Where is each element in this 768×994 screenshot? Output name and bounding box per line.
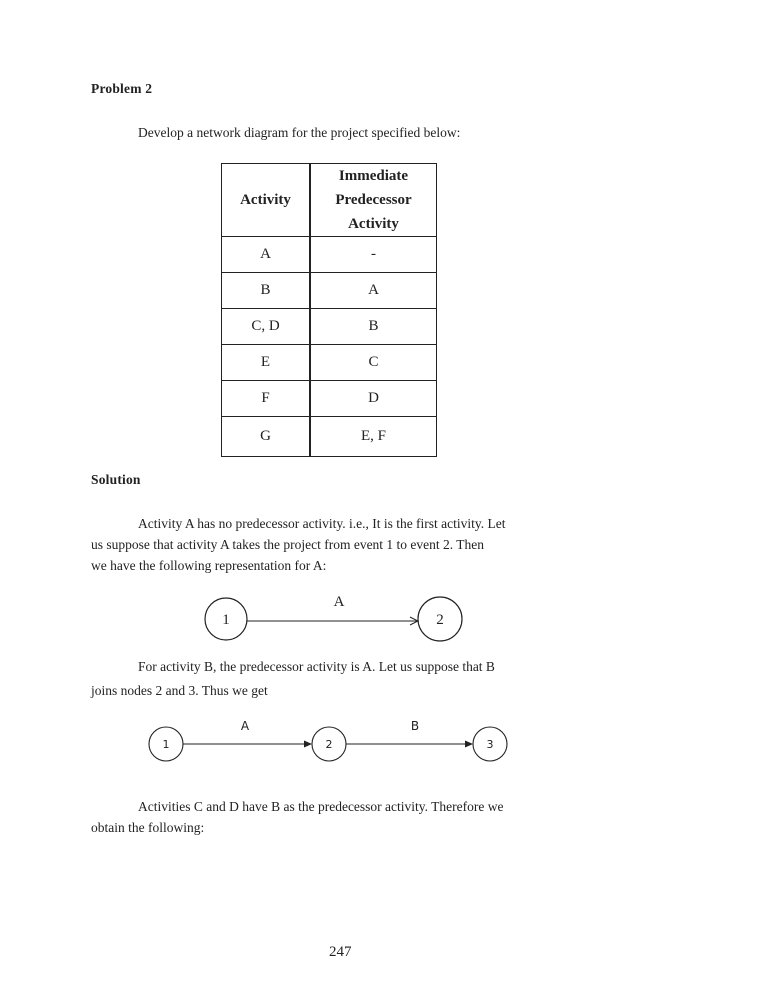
network-diagram-a <box>190 588 480 648</box>
header-predecessor: Immediate Predecessor Activity <box>310 164 437 237</box>
network-diagram-ab <box>140 714 520 766</box>
predecessor-table <box>221 163 437 457</box>
table-row <box>222 273 437 309</box>
node-2-label: 2 <box>325 738 333 751</box>
arrow-a-label: A <box>333 594 345 610</box>
arrow-b-label: B <box>410 719 420 733</box>
node-1-label: 1 <box>162 738 170 751</box>
arrow-a-label: A <box>240 719 250 733</box>
table-row <box>222 237 437 273</box>
node-1-label: 1 <box>222 612 230 628</box>
table-cell: B <box>310 309 437 345</box>
table-cell: G <box>222 417 311 457</box>
table-row <box>222 381 437 417</box>
node-3-label: 3 <box>486 738 494 751</box>
table-cell: B <box>222 273 311 309</box>
table-cell: A <box>310 273 437 309</box>
problem-heading: Problem 2 <box>91 81 153 96</box>
page-number: 247 <box>329 944 352 960</box>
table-row <box>222 309 437 345</box>
table-cell: D <box>310 381 437 417</box>
solution-heading: Solution <box>91 472 141 487</box>
table-cell: C <box>310 345 437 381</box>
table-cell: E, F <box>310 417 437 457</box>
intro-text: Develop a network diagram for the project specified below: <box>138 125 461 140</box>
header-activity: Activity <box>222 164 311 237</box>
paragraph-3: Activities C and D have B as the predecessor activity. Therefore we obtain the following: <box>91 799 504 835</box>
node-2-label: 2 <box>436 612 444 628</box>
table-header-row <box>222 164 437 237</box>
paragraph-2: For activity B, the predecessor activity is A. Let us suppose that B joins nodes 2 and 3. Thus we get <box>91 659 495 698</box>
table-cell: E <box>222 345 311 381</box>
table-cell: - <box>310 237 437 273</box>
table-row <box>222 417 437 457</box>
paragraph-1: Activity A has no predecessor activity. i.e., It is the first activity. Let us suppose that activity A takes the project from event 1 to event 2. Then we have the following representation for A: <box>91 516 506 573</box>
table-cell: C, D <box>222 309 311 345</box>
table-cell: A <box>222 237 311 273</box>
table-row <box>222 345 437 381</box>
table-cell: F <box>222 381 311 417</box>
